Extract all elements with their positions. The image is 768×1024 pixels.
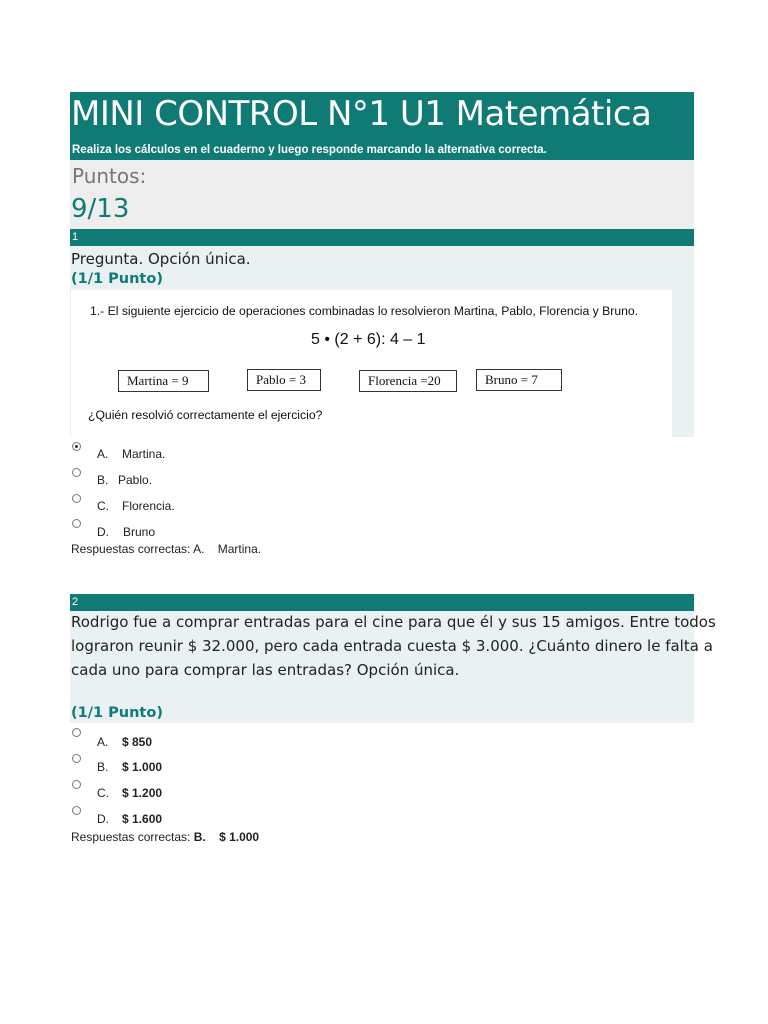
score-label: Puntos: xyxy=(72,164,147,188)
option-label: Martina. xyxy=(122,447,166,461)
correct-answer-line xyxy=(71,542,261,556)
question-1-points: (1/1 Punto) xyxy=(71,271,163,287)
figure-answer-box: Pablo = 3 xyxy=(247,369,321,391)
option-radio[interactable] xyxy=(72,806,81,815)
option-letter: C. xyxy=(97,499,109,513)
option-label: Florencia. xyxy=(122,499,175,513)
question-2-number: 2 xyxy=(72,596,79,608)
option-letter: D. xyxy=(97,812,109,826)
question-2-points: (1/1 Punto) xyxy=(71,705,163,721)
option-letter: A. xyxy=(97,735,109,749)
correct-answer-label: Respuestas correctas: xyxy=(71,830,191,844)
score-value: 9/13 xyxy=(71,194,130,224)
option-label: $ 1.600 xyxy=(122,812,163,826)
question-1-bar xyxy=(70,229,694,246)
correct-answer-label: Respuestas correctas: xyxy=(71,542,191,556)
question-2-prompt-line: cada uno para comprar las entradas? Opción única. xyxy=(71,661,460,679)
correct-answer-value: A. Martina. xyxy=(193,542,262,556)
question-2-prompt-line: Rodrigo fue a comprar entradas para el cine para que él y sus 15 amigos. Entre todos xyxy=(71,613,716,631)
option-radio[interactable] xyxy=(72,519,81,528)
option-label: Bruno xyxy=(123,525,156,539)
option-radio[interactable] xyxy=(72,468,81,477)
option-radio[interactable] xyxy=(72,494,81,503)
option-radio-selected[interactable] xyxy=(72,442,81,451)
option-radio[interactable] xyxy=(72,754,81,763)
score-panel xyxy=(70,160,694,229)
question-2-prompt-line: lograron reunir $ 32.000, pero cada entrada cuesta $ 3.000. ¿Cuánto dinero le falta a xyxy=(71,637,713,655)
question-1-number: 1 xyxy=(72,231,79,243)
option-label: Pablo. xyxy=(118,473,153,487)
figure-answer-box: Bruno = 7 xyxy=(476,369,562,391)
option-radio[interactable] xyxy=(72,728,81,737)
option-label: $ 1.000 xyxy=(122,760,163,774)
option-label: $ 1.200 xyxy=(122,786,163,800)
option-label: $ 850 xyxy=(122,735,153,749)
figure-question-text: ¿Quién resolvió correctamente el ejercicio? xyxy=(88,408,323,422)
option-letter: B. xyxy=(97,473,109,487)
figure-answer-box: Florencia =20 xyxy=(359,370,457,392)
question-2-bar xyxy=(70,594,694,611)
correct-answer-value: B. $ 1.000 xyxy=(193,830,260,844)
option-letter: C. xyxy=(97,786,109,800)
figure-intro-text: 1.- El siguiente ejercicio de operaciones combinadas lo resolvieron Martina, Pablo, Florencia y Bruno. xyxy=(90,304,639,318)
option-letter: D. xyxy=(97,525,109,539)
option-letter: A. xyxy=(97,447,109,461)
question-1-prompt: Pregunta. Opción única. xyxy=(71,250,251,268)
figure-answer-box: Martina = 9 xyxy=(118,370,209,392)
option-letter: B. xyxy=(97,760,109,774)
option-radio[interactable] xyxy=(72,780,81,789)
figure-expression: 5 • (2 + 6): 4 – 1 xyxy=(311,331,426,348)
correct-answer-line xyxy=(71,830,259,844)
page-title: MINI CONTROL N°1 U1 Matemática xyxy=(71,94,652,134)
page-instructions: Realiza los cálculos en el cuaderno y luego responde marcando la alternativa correcta. xyxy=(72,144,547,156)
